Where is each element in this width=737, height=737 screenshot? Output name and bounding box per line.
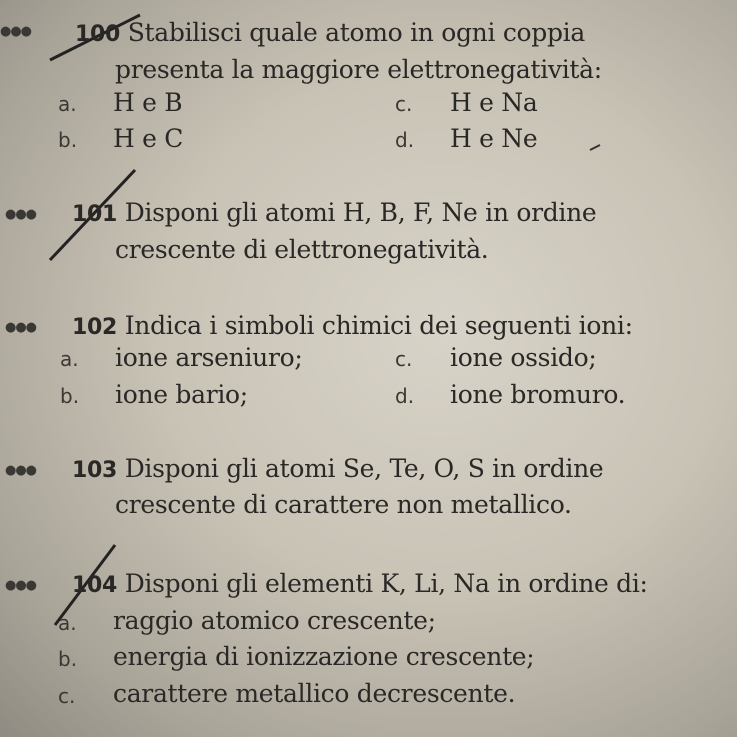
option-label: c. [58,684,76,708]
exercise-100-line-2: presenta la maggiore elettronegatività: [115,55,602,84]
option-text: carattere metallico decrescente. [113,679,516,708]
difficulty-marker: ●●● [0,24,32,39]
option-label: d. [395,128,415,152]
option-label: d. [395,384,415,408]
option-label: a. [58,92,77,116]
option-text: H e Ne [450,124,538,153]
option-text: H e C [113,124,184,153]
exercise-101-line-1: 101 Disponi gli atomi H, B, F, Ne in ordine [72,198,597,227]
option-text: ione arseniuro; [115,343,303,372]
option-text: H e B [113,88,183,117]
option-text: H e Na [450,88,538,117]
exercise-103-line-1: 103 Disponi gli atomi Se, Te, O, S in ordine [72,454,604,483]
exercise-104-line-1: 104 Disponi gli elementi K, Li, Na in ordine di: [72,569,648,598]
option-text: ione ossido; [450,343,597,372]
exercise-102-line-1: 102 Indica i simboli chimici dei seguenti ioni: [72,311,633,340]
option-text: ione bromuro. [450,380,626,409]
option-text: energia di ionizzazione crescente; [113,642,535,671]
exercise-100-line-1: 100 Stabilisci quale atomo in ogni coppia [75,18,585,47]
option-label: b. [58,128,78,152]
option-label: a. [58,611,77,635]
difficulty-marker: ●●● [5,207,37,222]
difficulty-marker: ●●● [5,578,37,593]
option-text: raggio atomico crescente; [113,606,436,635]
option-label: a. [60,347,79,371]
difficulty-marker: ●●● [5,463,37,478]
option-label: b. [58,647,78,671]
option-label: c. [395,347,413,371]
difficulty-marker: ●●● [5,320,37,335]
option-text: ione bario; [115,380,248,409]
option-label: c. [395,92,413,116]
option-label: b. [60,384,80,408]
exercise-101-line-2: crescente di elettronegatività. [115,235,489,264]
exercise-103-line-2: crescente di carattere non metallico. [115,490,572,519]
